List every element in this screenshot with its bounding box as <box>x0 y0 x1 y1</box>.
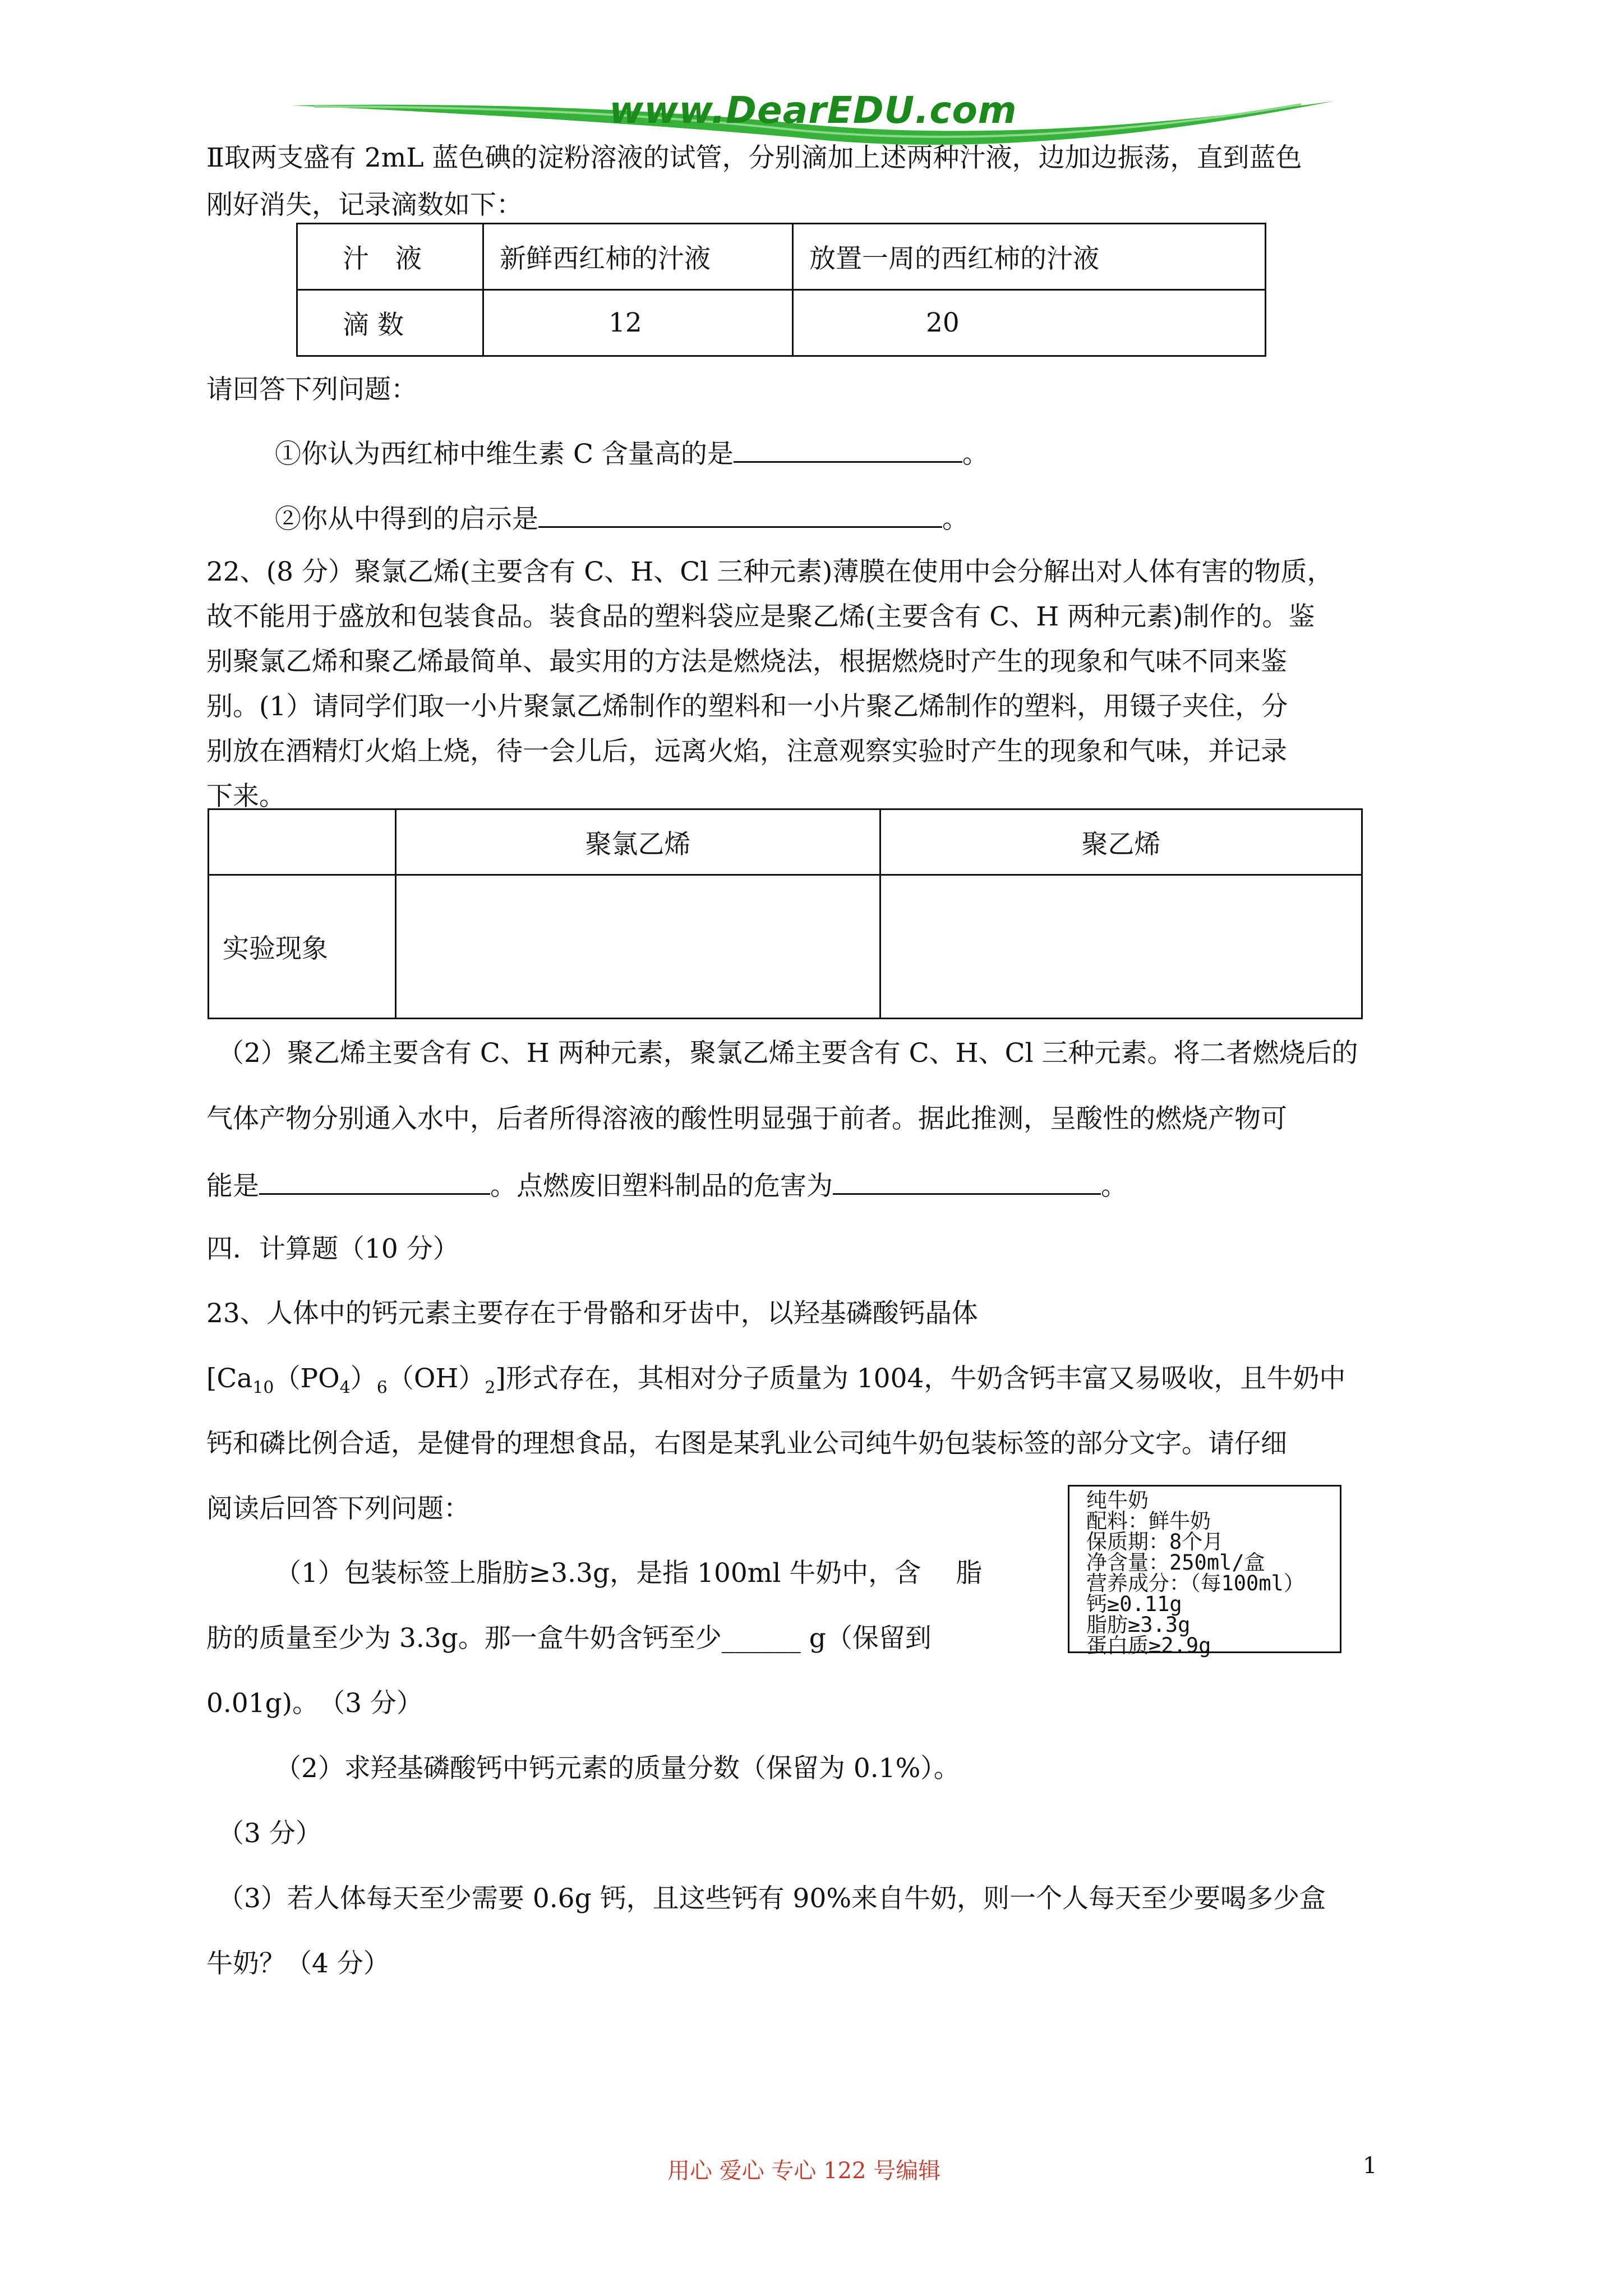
drops-table <box>296 223 1266 357</box>
footer-note: 用心 爱心 专心 122 号编辑 <box>667 2158 941 2184</box>
milk-label-line: 蛋白质≥2.9g <box>1086 1634 1211 1658</box>
q23-part1-line-3: 0.01g)。 （3 分） <box>206 1688 423 1719</box>
intro-line-2: 刚好消失，记录滴数如下： <box>206 190 523 220</box>
table-corner-cell <box>209 809 396 875</box>
q22-line-1: 22、(8 分）聚氯乙烯(主要含有 C、H、Cl 三种元素)薄膜在使用中会分解出对人体有害的物质， <box>206 556 1334 587</box>
answer-blank[interactable] <box>259 1168 490 1195</box>
q23-part1-line-2: 肪的质量至少为 3.3g。那一盒牛奶含钙至少______ g（保留到 <box>206 1623 932 1654</box>
q21-item-1: ①你认为西红柿中维生素 C 含量高的是 。 <box>275 436 989 471</box>
q23-part3-line-1: （3）若人体每天至少需要 0.6g 钙，且这些钙有 90%来自牛奶，则一个人每天至少要喝多少盒 <box>218 1883 1326 1914</box>
q23-part2-line-2: （3 分） <box>218 1818 322 1849</box>
q22-line-3: 别聚氯乙烯和聚乙烯最简单、最实用的方法是燃烧法，根据燃烧时产生的现象和气味不同来鉴 <box>206 646 1287 677</box>
q22-part2-line-1: （2）聚乙烯主要含有 C、H 两种元素，聚氯乙烯主要含有 C、H、Cl 三种元素。将二者燃烧后的 <box>218 1038 1358 1069</box>
table-header-pe: 聚乙烯 <box>880 809 1362 875</box>
milk-label-line: 配料：鲜牛奶 <box>1086 1509 1211 1533</box>
milk-label-line: 净含量：250ml/盒 <box>1086 1550 1265 1575</box>
answer-blank[interactable] <box>734 436 962 463</box>
q22-line-5: 别放在酒精灯火焰上烧，待一会儿后，远离火焰，注意观察实验时产生的现象和气味，并记录 <box>206 736 1287 767</box>
table-header-fresh: 新鲜西红柿的汁液 <box>483 224 793 290</box>
q23-line-1: 23、人体中的钙元素主要存在于骨骼和牙齿中，以羟基磷酸钙晶体 <box>206 1298 978 1329</box>
answer-blank[interactable] <box>538 501 942 528</box>
q22-line-4: 别。(1）请同学们取一小片聚氯乙烯制作的塑料和一小片聚乙烯制作的塑料，用镊子夹住，分 <box>206 691 1288 722</box>
q22-part2-line-2: 气体产物分别通入水中，后者所得溶液的酸性明显强于前者。据此推测，呈酸性的燃烧产物可 <box>206 1103 1287 1134</box>
table-header-week: 放置一周的西红柿的汁液 <box>793 224 1266 290</box>
table-row-label-phenomenon: 实验现象 <box>209 875 396 1019</box>
q23-line-4: 阅读后回答下列问题： <box>206 1493 470 1524</box>
milk-package-label <box>1068 1485 1341 1658</box>
milk-label-line: 保质期：8个月 <box>1086 1530 1224 1554</box>
answer-blank[interactable]: ______ <box>721 1623 801 1654</box>
q23-line-3: 钙和磷比例合适，是健骨的理想食品，右图是某乳业公司纯牛奶包装标签的部分文字。请仔细 <box>206 1428 1287 1459</box>
milk-label-line: 钙≥0.11g <box>1086 1592 1182 1616</box>
q23-part1-line-1: （1）包装标签上脂肪≥3.3g，是指 100ml 牛奶中，含 脂 <box>275 1558 983 1589</box>
q23-formula-line: $[Ca_{10}(PO_4)_6(OH)_2]$形式存在，其相对分子质量为 1004，牛奶含钙丰富又易吸收，且牛奶中 <box>206 1363 1346 1398</box>
table-cell-fresh-drops: 12 <box>483 290 793 356</box>
site-url: www.DearEDU.com <box>609 89 1017 132</box>
table-cell-pvc-answer[interactable] <box>396 875 880 1019</box>
page-number: 1 <box>1363 2153 1377 2179</box>
experiment-table <box>208 808 1363 1019</box>
q22-line-2: 故不能用于盛放和包装食品。装食品的塑料袋应是聚乙烯(主要含有 C、H 两种元素)制作的。鉴 <box>206 601 1315 632</box>
answer-blank[interactable] <box>833 1168 1101 1195</box>
q22-part2-line-3: 能是 。点燃废旧塑料制品的危害为 。 <box>206 1168 1127 1203</box>
section-4-title: 四．计算题（10 分） <box>206 1234 459 1264</box>
milk-label-line: 脂肪≥3.3g <box>1086 1613 1191 1637</box>
table-row-label-drops: 滴 数 <box>297 290 483 356</box>
q21-prompt: 请回答下列问题： <box>206 374 417 405</box>
milk-label-line: 纯牛奶 <box>1086 1488 1149 1512</box>
table-cell-pe-answer[interactable] <box>880 875 1362 1019</box>
q23-part2-line-1: （2）求羟基磷酸钙中钙元素的质量分数（保留为 0.1%）。 <box>275 1753 960 1784</box>
table-header-juice: 汁 液 <box>297 224 483 290</box>
table-cell-week-drops: 20 <box>793 290 1266 356</box>
q23-part3-line-2: 牛奶？（4 分） <box>206 1948 390 1979</box>
intro-line-1: Ⅱ取两支盛有 2mL 蓝色碘的淀粉溶液的试管，分别滴加上述两种汁液，边加边振荡，直到蓝色 <box>206 142 1302 173</box>
table-header-pvc: 聚氯乙烯 <box>396 809 880 875</box>
q22-line-6: 下来。 <box>206 781 285 812</box>
q21-item-2: ②你从中得到的启示是 。 <box>275 501 969 536</box>
milk-label-line: 营养成分：（每100ml） <box>1086 1571 1304 1595</box>
